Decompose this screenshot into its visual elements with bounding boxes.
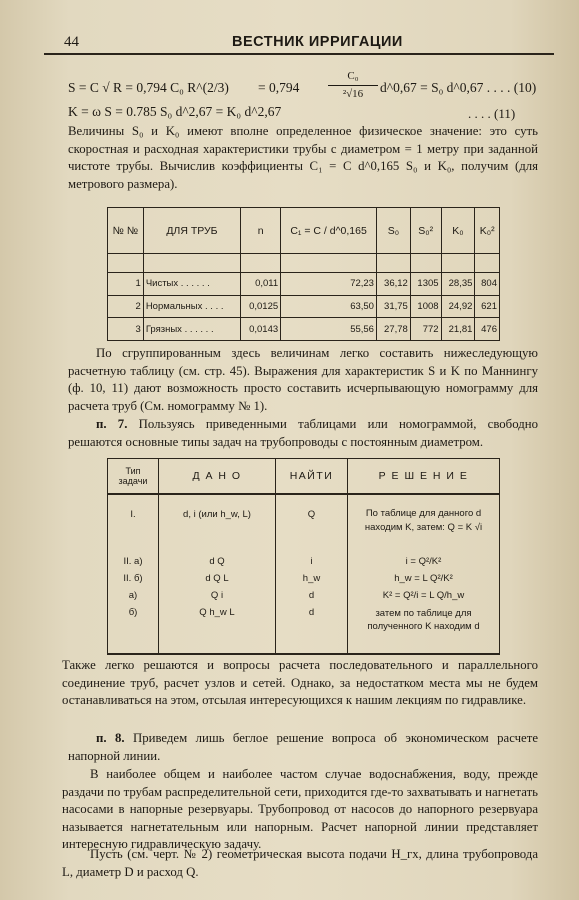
table-cell: 55,56 [281,318,377,341]
paragraph-water-supply [62,766,538,854]
table-cell: 772 [410,318,441,341]
formula-10-frac-den: ²√16 [342,88,364,100]
column-header: Д А Н О [159,459,276,495]
paragraph-characteristics [68,123,538,193]
table-cell: I. [108,494,159,556]
formula-10-frac-num: C₀ [347,70,359,82]
paragraph-text: Также легко решаются и вопросы расчета последовательного и параллельного соединение труб, расчет узлов и сетей. Однако, за недостатком места мы не будем останавливаться на этом, отсылая интересующихся к нашим лекциям по гидравлике. [62,658,538,707]
table-cell: затем по таблице для полученного K находим d [348,607,500,654]
table-header-row [108,208,500,254]
column-header: K₀ [441,208,475,254]
column-header: Р Е Ш Е Н И Е [348,459,500,495]
paragraph-nomogram [68,345,538,415]
table-cell: 24,92 [441,295,475,318]
page-number: 44 [64,34,79,50]
table-header-row [108,459,500,495]
table-cell: 804 [475,272,500,295]
paragraph-text: Величины S₀ и K₀ имеют вполне определенное физическое значение: это суть скоростная и расходная характеристики трубы с диаметром = 1 метру при заданной чистоте трубы. Вычислив коэффициенты C₁ = C d^0,165 S₀ и K₀, получим (для метрового размера). [68,124,538,191]
section-label: п. 7. [96,417,128,431]
header-rule [44,53,554,55]
table-cell: 36,12 [376,272,410,295]
table-row [108,556,500,573]
column-header: Тип задачи [108,459,159,495]
table-cell: 476 [475,318,500,341]
column-header: S₀ [376,208,410,254]
table-cell: 21,81 [441,318,475,341]
table-row [108,494,500,556]
table-cell: 72,23 [281,272,377,295]
table-cell: Q i [159,590,276,607]
table-row [108,295,500,318]
table-cell: б) [108,607,159,654]
formula-10-left: S = C √ R = 0,794 C₀ R^(2/3) [68,80,229,95]
formula-10-right: d^0,67 = S₀ d^0,67 . . . . (10) [380,80,537,95]
paragraph-text: Пусть (см. черт. № 2) геометрическая высота подачи H_гх, длина трубопровода L, диаметр D и расход Q. [62,847,538,879]
table-cell: 621 [475,295,500,318]
column-header: S₀² [410,208,441,254]
table-cell: 63,50 [281,295,377,318]
table-spacer-row [108,254,500,272]
formula-10-mid: = 0,794 [258,80,300,95]
problem-types-table [107,458,500,655]
table-cell: 27,78 [376,318,410,341]
table-cell: 3 [108,318,144,341]
column-header: № № [108,208,144,254]
table-cell: Чистых . . . . . . [143,272,240,295]
table-cell: 28,35 [441,272,475,295]
table-row [108,272,500,295]
paragraph-connections [62,657,538,710]
paragraph-let [62,846,538,881]
table-cell: h_w [276,573,348,590]
table-cell: 1305 [410,272,441,295]
table-cell: Q h_w L [159,607,276,654]
table-cell: i [276,556,348,573]
table-cell: h_w = L Q²/K² [348,573,500,590]
column-header: K₀² [475,208,500,254]
section-8 [68,730,538,765]
table-cell: 0,0143 [241,318,281,341]
column-header: НАЙТИ [276,459,348,495]
table-cell: 2 [108,295,144,318]
formula-11: K = ω S = 0.785 S₀ d^2,67 = K₀ d^2,67 [68,104,282,119]
paragraph-text: Пользуясь приведенными таблицами или номограммой, свободно решаются основные типы задач на трубопроводы с постоянным диаметром. [68,417,538,449]
table-cell: 1008 [410,295,441,318]
table-cell: a) [108,590,159,607]
column-header: ДЛЯ ТРУБ [143,208,240,254]
column-header: C₁ = C / d^0,165 [281,208,377,254]
paragraph-text: Приведем лишь беглое решение вопроса об экономическом расчете напорной линии. [68,731,539,763]
table-cell: d Q L [159,573,276,590]
formula-10-frac-bar [328,85,378,86]
table-cell: Нормальных . . . . [143,295,240,318]
table-cell: i = Q²/K² [348,556,500,573]
table-cell: 1 [108,272,144,295]
paragraph-text: По сгруппированным здесь величинам легко составить нижеследующую расчетную таблицу (см. стр. 45). Выражения для характеристик S и K по Маннингу (ф. 10, 11) дают возможность просто составить исчерпывающую номограмму для расчета труб (См. номограмму № 1). [68,346,538,413]
running-title: ВЕСТНИК ИРРИГАЦИИ [232,34,403,50]
table-cell: d [276,590,348,607]
section-7 [68,416,538,451]
table-row [108,590,500,607]
table-cell: K² = Q²/i = L Q/h_w [348,590,500,607]
paragraph-text: В наиболее общем и наиболее частом случае водоснабжения, воду, прежде раздачи по трубам распределительной сети, приходится где-то захватывать и нагнетать насосами в напорные резервуары. Трубопровод от насосов до напорного резервуара называется нагнетательным или напорным. Расчет напорной линии представляет интересную гидравлическую задачу. [62,767,538,851]
table-cell: d [276,607,348,654]
table-cell: 31,75 [376,295,410,318]
table-cell: 0,011 [241,272,281,295]
table-row [108,318,500,341]
table-row [108,607,500,654]
table-cell: II. б) [108,573,159,590]
section-label: п. 8. [96,731,125,745]
table-cell: 0,0125 [241,295,281,318]
column-header: n [241,208,281,254]
formula-11-number: . . . . (11) [468,106,516,121]
table-cell: d, i (или h_w, L) [159,494,276,556]
pipe-coefficient-table [107,207,500,341]
table-cell: d Q [159,556,276,573]
table-cell: II. a) [108,556,159,573]
table-row [108,573,500,590]
table-cell: По таблице для данного d находим K, затем: Q = K √i [348,494,500,556]
table-cell: Q [276,494,348,556]
table-cell: Грязных . . . . . . [143,318,240,341]
